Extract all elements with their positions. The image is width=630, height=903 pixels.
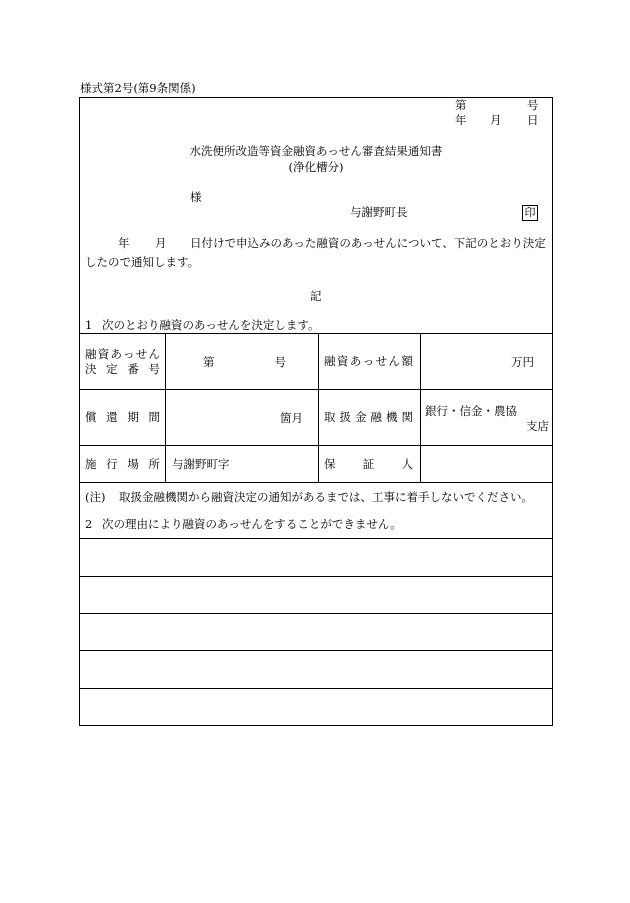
- reasons-lined-area: [80, 538, 552, 725]
- body-year: 年: [118, 236, 130, 250]
- loan-amount-unit: 万円: [511, 354, 534, 369]
- issue-date-month: 月: [490, 113, 502, 127]
- loan-amount-label: 融資あっせん額: [324, 354, 413, 368]
- decision-number-prefix: 第: [203, 354, 215, 369]
- body-line1: 日付けで申込みのあった融資のあっせんについて、下記のとおり決定: [190, 236, 546, 250]
- site-value-cell: [166, 446, 319, 482]
- note-prefix: (注): [85, 490, 106, 504]
- institution-value-cell: [421, 390, 552, 445]
- issue-date-day: 日: [527, 113, 539, 127]
- loan-amount-label-cell: [319, 334, 421, 389]
- guarantor-label: 保 証 人: [324, 456, 413, 471]
- document-subtitle: (浄化槽分): [288, 160, 344, 174]
- reason-line: [80, 650, 552, 688]
- reason-line: [80, 538, 552, 576]
- reason-line: [80, 688, 552, 725]
- guarantor-value-cell: [421, 446, 552, 482]
- repayment-period-unit: 箇月: [280, 410, 303, 425]
- guarantor-label-cell: [319, 446, 421, 482]
- body-month: 月: [155, 236, 167, 250]
- section1-number: 1: [85, 318, 93, 332]
- repayment-period-label: 償 還 期 間: [85, 410, 160, 424]
- reason-line: [80, 576, 552, 613]
- seal-stamp-box: 印: [522, 205, 538, 221]
- section2-text: 次の理由により融資のあっせんをすることができません。: [102, 517, 402, 531]
- table-row: [80, 334, 552, 390]
- sender-name: 与謝野町長: [350, 205, 408, 219]
- decision-number-label-line2: 決 定 番 号: [85, 361, 160, 376]
- issue-number-suffix: 号: [527, 98, 539, 112]
- table-row: [80, 390, 552, 446]
- issue-date-year: 年: [455, 113, 467, 127]
- repayment-period-value-cell: [166, 390, 319, 445]
- repayment-period-label-cell: [80, 390, 166, 445]
- document-title: 水洗便所改造等資金融資あっせん審査結果通知書: [189, 144, 443, 158]
- section1-text: 次のとおり融資のあっせんを決定します。: [102, 318, 320, 332]
- decision-number-value-cell: [166, 334, 319, 389]
- institution-branch: 支店: [526, 419, 549, 433]
- issue-number-prefix: 第: [455, 98, 467, 112]
- reason-line: [80, 613, 552, 650]
- note-text: 取扱金融機関から融資決定の通知があるまでは、工事に着手しないでください。: [119, 490, 533, 504]
- site-label-cell: [80, 446, 166, 482]
- institution-label: 取扱金融機関: [324, 410, 413, 424]
- form-number: 様式第2号(第9条関係): [80, 81, 196, 95]
- institution-types: 銀行・信金・農協: [425, 404, 517, 418]
- decision-number-label-line1: 融資あっせん: [85, 346, 160, 361]
- decision-number-suffix: 号: [274, 354, 286, 369]
- decision-table: [80, 333, 552, 483]
- body-line2: したので通知します。: [85, 255, 200, 269]
- table-row: [80, 446, 552, 483]
- institution-label-cell: [319, 390, 421, 445]
- section2-number: 2: [85, 517, 93, 531]
- addressee-honorific: 様: [190, 190, 202, 204]
- decision-number-label-cell: [80, 334, 166, 389]
- loan-amount-value-cell: [421, 334, 552, 389]
- site-label: 施 行 場 所: [85, 456, 160, 471]
- site-prefix: 与謝野町字: [172, 457, 230, 471]
- ki-heading: 記: [310, 289, 322, 303]
